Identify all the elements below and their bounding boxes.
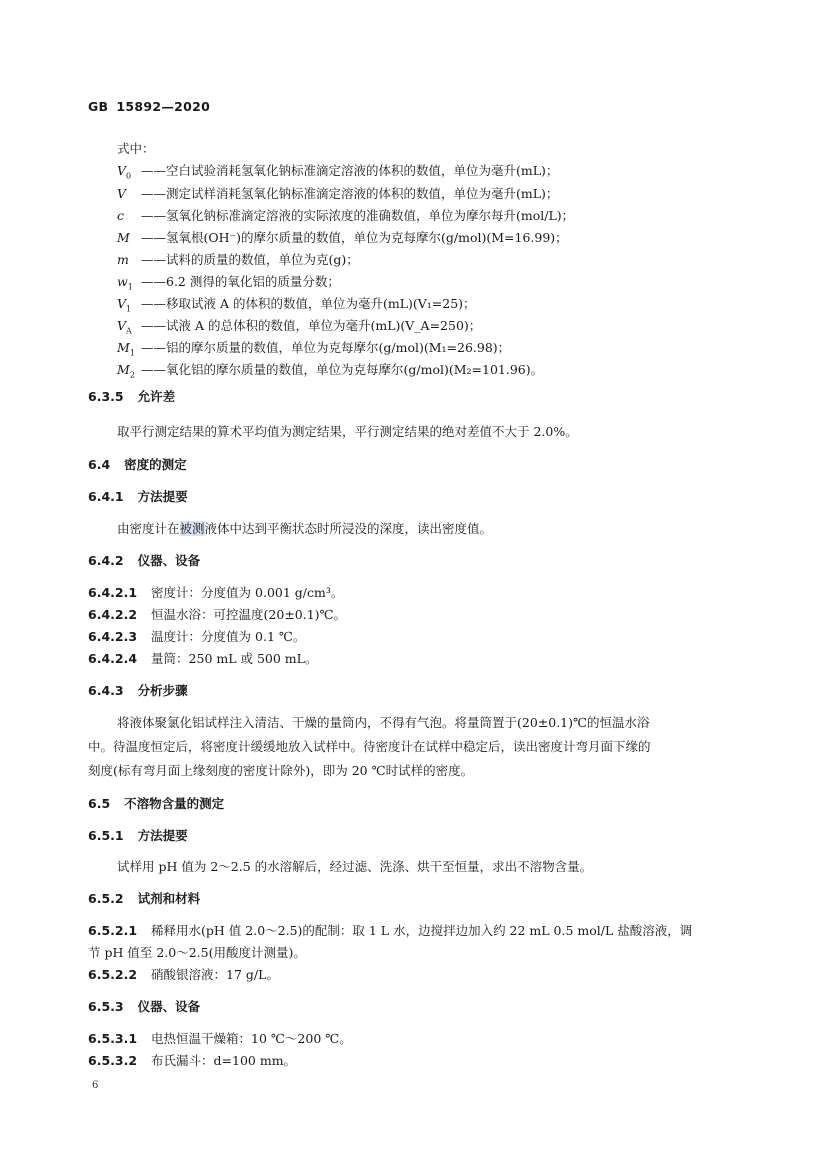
formula-intro: 式中： [117,141,155,156]
text-highlight: 被测 [179,521,205,536]
section-heading-6-4-1: 6.4.1 方法提要 [88,489,188,504]
list-item: 6.4.2.3 温度计：分度值为 0.1 ℃。 [88,629,306,644]
paragraph: 试样用 pH 值为 2～2.5 的水溶解后，经过滤、洗涤、烘干至恒量，求出不溶物含量。 [117,859,593,874]
variable-def: $M_2$ ——氧化铝的摩尔质量的数值，单位为克每摩尔(g/mol)(M₂=101.96)。 [117,362,544,380]
paragraph-line: 刻度(标有弯月面上缘刻度的密度计除外)，即为 20 ℃时试样的密度。 [88,763,474,778]
list-item: 6.4.2.2 恒温水浴：可控温度(20±0.1)℃。 [88,607,347,622]
variable-def: $V_1$ ——移取试液 A 的体积的数值，单位为毫升(mL)(V₁=25)； [117,296,476,314]
variable-def: $M_1$ ——铝的摩尔质量的数值，单位为克每摩尔(g/mol)(M₁=26.98)； [117,340,511,358]
variable-def: $V_A$ ——试液 A 的总体积的数值，单位为毫升(mL)(V_A=250)； [117,318,482,336]
list-item: 6.4.2.4 量筒：250 mL 或 500 mL。 [88,651,318,666]
section-heading-6-5-3: 6.5.3 仪器、设备 [88,999,201,1014]
paragraph: 由密度计在被测液体中达到平衡状态时所浸没的深度，读出密度值。 [117,521,493,536]
section-heading-6-4-3: 6.4.3 分析步骤 [88,683,188,698]
paragraph-line: 将液体聚氯化铝试样注入清洁、干燥的量筒内，不得有气泡。将量筒置于(20±0.1)℃的恒温水浴 [117,715,650,730]
paragraph: 取平行测定结果的算术平均值为测定结果，平行测定结果的绝对差值不大于 2.0%。 [117,424,578,439]
list-item: 6.5.2.2 硝酸银溶液：17 g/L。 [88,967,279,982]
standard-number: 15892—2020 [116,99,211,114]
standard-header [88,99,210,114]
list-item: 6.5.3.1 电热恒温干燥箱：10 ℃～200 ℃。 [88,1031,352,1046]
section-heading-6-5-1: 6.5.1 方法提要 [88,828,188,843]
section-heading-6-3-5: 6.3.5 允许差 [88,389,176,404]
variable-def: m ——试料的质量的数值，单位为克(g)； [117,252,359,267]
page-number: 6 [92,1080,99,1091]
variable-def: c ——氢氧化钠标准滴定溶液的实际浓度的准确数值，单位为摩尔每升(mol/L)； [117,208,575,223]
variable-def: M ——氢氧根(OH⁻)的摩尔质量的数值，单位为克每摩尔(g/mol)(M=16.99)； [117,230,568,245]
section-heading-6-5: 6.5 不溶物含量的测定 [88,796,225,811]
list-item: 6.5.3.2 布氏漏斗：d=100 mm。 [88,1053,297,1068]
standard-prefix: GB [88,99,109,114]
section-heading-6-4: 6.4 密度的测定 [88,457,187,472]
section-heading-6-4-2: 6.4.2 仪器、设备 [88,553,201,568]
variable-def: $V_0$ ——空白试验消耗氢氧化钠标准滴定溶液的体积的数值，单位为毫升(mL)； [117,163,559,181]
list-item: 6.5.2.1 稀释用水(pH 值 2.0～2.5)的配制：取 1 L 水，边搅拌边加入约 22 mL 0.5 mol/L 盐酸溶液，调 [88,923,693,938]
paragraph-line: 中。待温度恒定后，将密度计缓缓地放入试样中。待密度计在试样中稳定后，读出密度计弯月面下缘的 [88,739,651,754]
variable-def: $w_1$ ——6.2 测得的氧化铝的质量分数； [117,274,340,292]
list-item: 6.4.2.1 密度计：分度值为 0.001 g/cm³。 [88,585,344,600]
section-heading-6-5-2: 6.5.2 试剂和材料 [88,891,201,906]
list-item-continuation: 节 pH 值至 2.0～2.5(用酸度计测量)。 [88,945,306,960]
variable-def: V ——测定试样消耗氢氧化钠标准滴定溶液的体积的数值，单位为毫升(mL)； [117,186,559,201]
